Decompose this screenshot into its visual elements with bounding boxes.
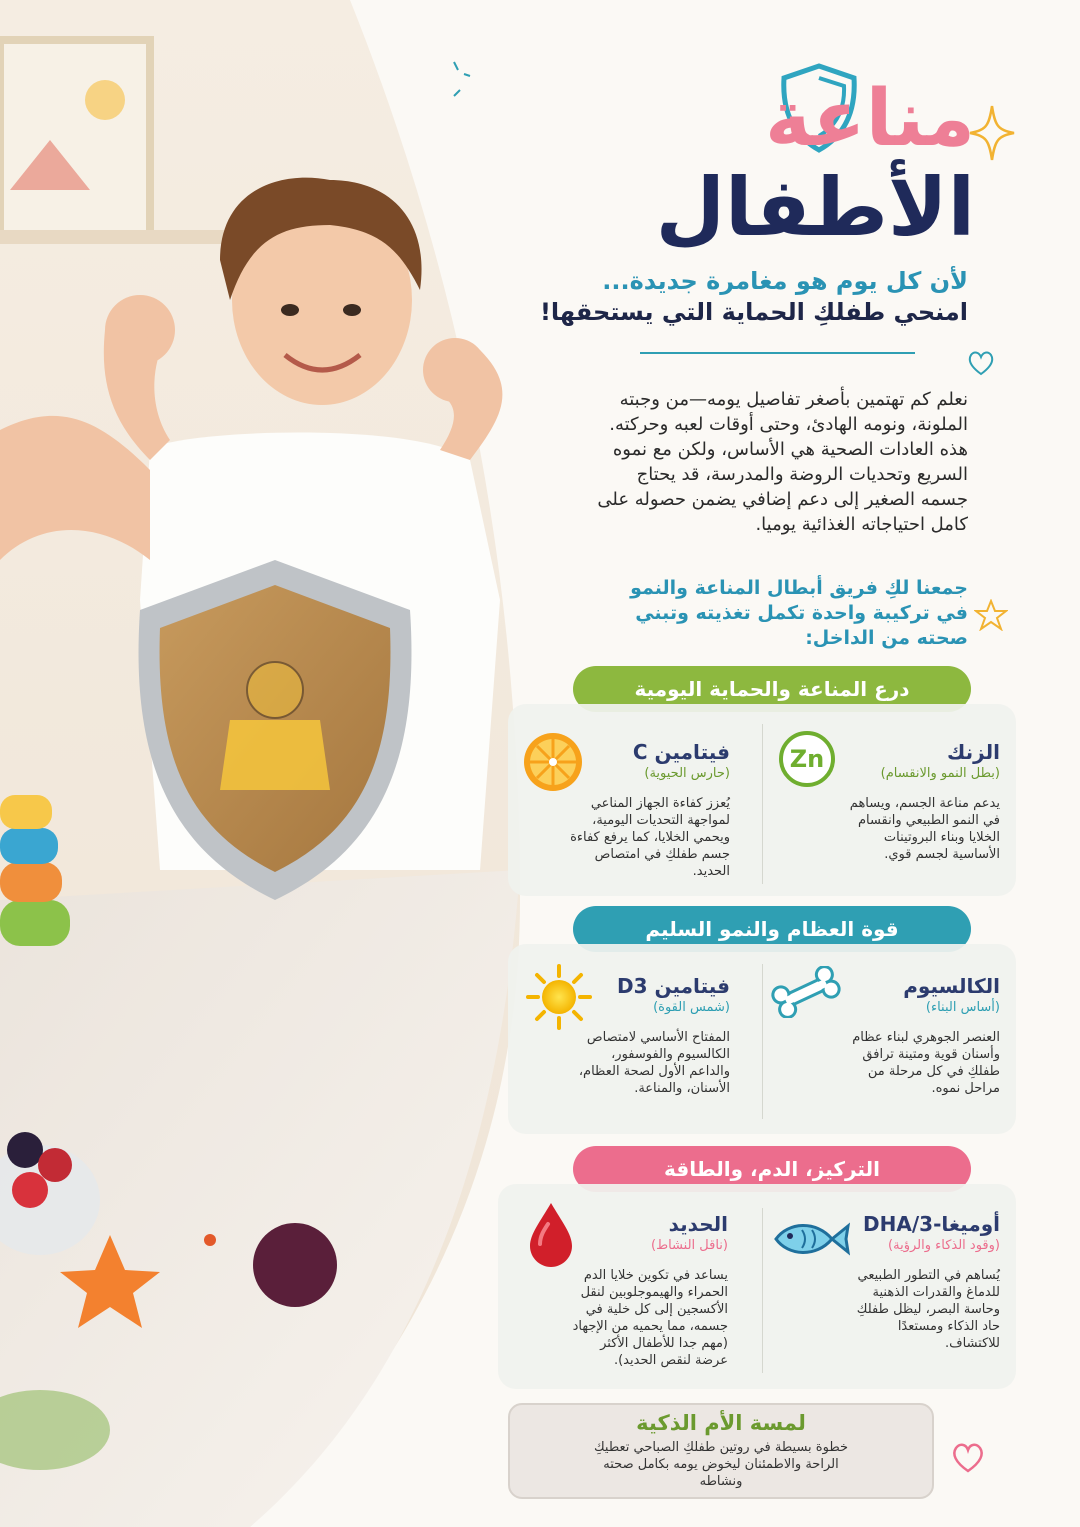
- tagline-line1: لأن كل يوم هو مغامرة جديدة...: [602, 267, 968, 295]
- card-calcium-title: الكالسيوم: [903, 974, 1000, 998]
- heart-pink-icon: [950, 1440, 986, 1474]
- bone-icon: [770, 966, 842, 1018]
- card-iron-title: الحديد: [668, 1212, 728, 1236]
- card-omega3-body: يُساهم في التطور الطبيعي للدماغ والقدرات الذهنية وحاسة البصر، ليظل طفلكِ حاد الذكاء ومستعدًا للاكتشاف.: [856, 1268, 1000, 1351]
- card-omega3-subtitle: (وقود الذكاء والرؤية): [888, 1238, 1000, 1253]
- card-vitamin-c-title: فيتامين C: [632, 740, 730, 764]
- section-heading-bones: قوة العظام والنمو السليم: [573, 906, 971, 952]
- card-vitamin-c-body: يُعزز كفاءة الجهاز المناعي لمواجهة التحديات اليومية، ويحمي الخلايا، كما يرفع كفاءة جسم طفلكِ في امتصاص الحديد.: [570, 796, 730, 879]
- sun-icon: [526, 964, 592, 1030]
- team-paragraph: جمعنا لكِ فريق أبطال المناعة والنمو في تركيبة واحدة تكمل تغذيته وتبني صحته من الداخل:: [630, 577, 968, 649]
- card-iron: [488, 1212, 728, 1369]
- blood-drop-icon: [526, 1200, 576, 1270]
- card-vitamin-d3-title: فيتامين D3: [617, 974, 730, 998]
- sparkle-lines-icon: [448, 58, 472, 102]
- mom-touch-title: لمسة الأم الذكية: [636, 1411, 806, 1435]
- divider: [640, 352, 915, 354]
- section-heading-focus: التركيز، الدم، والطاقة: [573, 1146, 971, 1192]
- tagline-line2: امنحي طفلكِ الحماية التي يستحقها!: [539, 298, 968, 326]
- fish-icon: [770, 1216, 850, 1262]
- card-vitamin-d3-subtitle: (شمس القوة): [653, 1000, 730, 1015]
- card-zinc-subtitle: (بطل النمو والانقسام): [880, 766, 1000, 781]
- card-iron-body: يساعد في تكوين خلايا الدم الحمراء والهيموجلوبين لنقل الأكسجين إلى كل خلية في جسمه، مما يحميه من الإجهاد (مهم جدا للأطفال الأكثر عرضة لنقص الحديد).: [572, 1268, 728, 1368]
- card-iron-subtitle: (ناقل النشاط): [651, 1238, 728, 1253]
- card-calcium-body: العنصر الجوهري لبناء عظام وأسنان قوية ومتينة ترافق طفلكِ في كل مرحلة من مراحل نموه.: [852, 1030, 1000, 1096]
- orange-icon: [522, 731, 584, 793]
- card-vitamin-d3-body: المفتاح الأساسي لامتصاص الكالسيوم والفوسفور، والداعم الأول لصحة العظام، الأسنان، والمناعة.: [578, 1030, 730, 1096]
- zinc-icon-text: Zn: [789, 745, 825, 773]
- card-omega3-title: أوميغا-3/DHA: [863, 1212, 1000, 1236]
- sparkle-icon: [968, 104, 1016, 162]
- heart-icon: [966, 349, 996, 377]
- card-zinc-title: الزنك: [947, 740, 1000, 764]
- card-vitamin-c-subtitle: (حارس الحيوية): [644, 766, 730, 781]
- mom-touch-box: [508, 1403, 934, 1499]
- card-calcium-subtitle: (أساس البناء): [925, 1000, 1000, 1015]
- mom-touch-body: خطوة بسيطة في روتين طفلكِ الصباحي تعطيكِ الراحة والاطمئنان ليخوض يومه بكامل صحته ونشاطه: [593, 1440, 849, 1489]
- title-line2: الأطفال: [655, 161, 975, 254]
- title-line1: مناعة: [764, 74, 975, 164]
- section-heading-immunity: درع المناعة والحماية اليومية: [573, 666, 971, 712]
- star-icon: [974, 599, 1008, 631]
- zinc-icon: [779, 731, 835, 787]
- intro-paragraph: نعلم كم تهتمين بأصغر تفاصيل يومه—من وجبته الملونة، ونومه الهادئ، وحتى أوقات لعبه وحركته. هذه العادات الصحية هي الأساس، ولكن مع نموه السريع وتحديات الروضة والمدرسة، قد يحتاج جسمه الصغير إلى دعم إضافي يضمن حصوله على كامل احتياجاته الغذائية يوميا.: [597, 389, 968, 535]
- card-zinc-body: يدعم مناعة الجسم، ويساهم في النمو الطبيعي وانقسام الخلايا وبناء البروتينات الأساسية لجسم قوي.: [849, 796, 1000, 862]
